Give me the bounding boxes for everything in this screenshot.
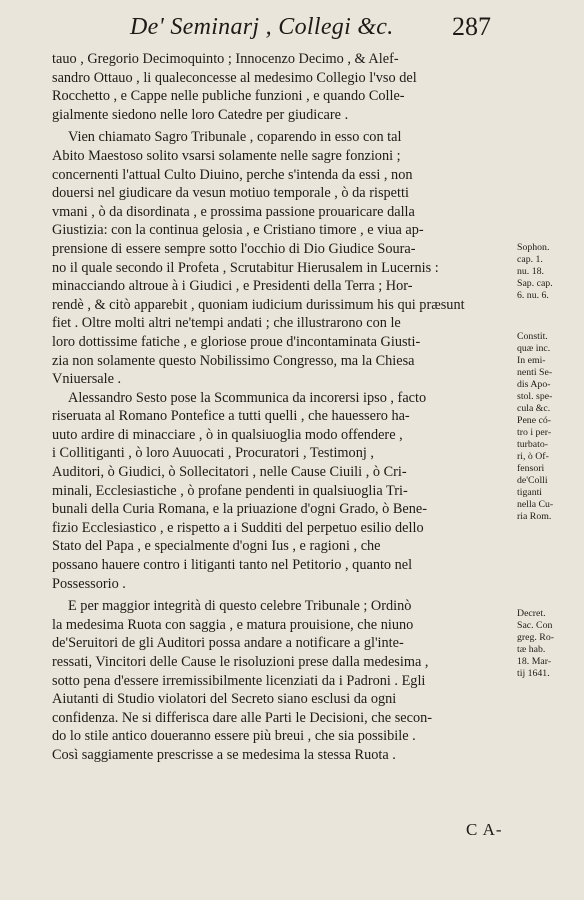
text-line: Alessandro Sesto pose la Scommunica da incorersi ipso , facto: [68, 389, 427, 406]
margin-note-line: turbato-: [517, 439, 549, 450]
text-line: i Collitiganti , ò loro Auuocati , Procuratori , Testimonj ,: [52, 445, 374, 462]
text-line: vmani , ò da disordinata , e prossima passione prouaricare dalla: [52, 203, 415, 220]
text-line: no il quale secondo il Profeta , Scrutabitur Hierusalem in Lucernis :: [52, 259, 439, 276]
margin-note-line: stol. spe-: [517, 391, 553, 402]
margin-note-line: Sophon.: [517, 242, 550, 253]
text-line: de'Seruitori de gli Auditori possa andare a notificare a gl'inte-: [52, 635, 404, 652]
margin-note-line: nu. 18.: [517, 266, 544, 277]
margin-note-line: nenti Se-: [517, 367, 553, 378]
text-line: zia non solamente questo Nobilissimo Congresso, ma la Chiesa: [52, 352, 415, 369]
paragraph: [52, 389, 522, 594]
text-line: sotto pena d'essere irremissibilmente licenziati da i Padroni . Egli: [52, 672, 426, 689]
text-line: fiet . Oltre molti altri ne'tempi andati ; che illustrarono con le: [52, 315, 401, 332]
text-line: douersi nel giudicare da vesun motiuo temporale , ò da rispetti: [52, 185, 409, 202]
main-text: [52, 50, 522, 765]
margin-note-line: cap. 1.: [517, 254, 543, 265]
text-line: fizio Ecclesiastico , e rispetto a i Sudditi del perpetuo esilio dello: [52, 519, 424, 536]
margin-note-line: tij 1641.: [517, 668, 550, 679]
text-line: concernenti l'attual Culto Diuino, perche s'intenda da essi , non: [52, 166, 413, 183]
margin-note-line: de'Colli: [517, 475, 548, 486]
text-line: minacciando altroue à i Giudici , e Presidenti della Terra ; Hor-: [52, 278, 413, 295]
margin-note-line: cula &c.: [517, 403, 551, 414]
margin-note-line: quæ inc.: [517, 343, 551, 354]
margin-note: [517, 608, 579, 680]
margin-note: [517, 242, 579, 302]
text-line: prensione di essere sempre sotto l'occhio di Dio Giudice Soura-: [52, 240, 416, 257]
margin-note-line: tro i per-: [517, 427, 552, 438]
margin-note-line: tæ hab.: [517, 644, 546, 655]
text-line: rendè , & citò apparebit , quoniam iudicium durissimum his qui præsunt: [52, 296, 465, 313]
text-line: tauo , Gregorio Decimoquinto ; Innocenzo Decimo , & Alef-: [52, 51, 399, 67]
margin-note-line: ria Rom.: [517, 511, 552, 522]
margin-note-line: In emi-: [517, 355, 546, 366]
text-line: confidenza. Ne si differisca dare alle Parti le Decisioni, che secon-: [52, 709, 433, 726]
margin-note-line: ri, ò Of-: [517, 451, 549, 462]
text-line: Aiutanti di Studio violatori del Secreto siano esclusi da ogni: [52, 691, 397, 708]
margin-note-line: 6. nu. 6.: [517, 290, 549, 301]
text-line: Stato del Papa , e specialmente d'ogni Ius , e ragioni , che: [52, 538, 381, 555]
text-line: uuto ardire di minacciare , ò in qualsiuoglia modo offendere ,: [52, 426, 403, 443]
page-header: [0, 14, 584, 50]
text-line: E per maggior integrità di questo celebre Tribunale ; Ordinò: [68, 598, 412, 615]
text-line: Abito Maestoso solito vsarsi solamente nelle sagre fonzioni ;: [52, 147, 401, 164]
text-line: Così saggiamente prescrisse a se medesima la stessa Ruota .: [52, 746, 396, 763]
text-line: do lo stile antico doueranno essere più breui , che sia possibile .: [52, 728, 416, 745]
text-line: Vien chiamato Sagro Tribunale , coparendo in esso con tal: [68, 129, 402, 146]
running-title: De' Seminarj , Collegi &c.: [130, 14, 394, 40]
margin-note-line: fensori: [517, 463, 545, 474]
text-line: Rocchetto , e Cappe nelle publiche funzioni , e quando Colle-: [52, 88, 405, 105]
margin-note-line: Sap. cap.: [517, 278, 553, 289]
text-line: Auditori, ò Giudici, ò Sollecitatori , nelle Cause Ciuili , ò Cri-: [52, 464, 407, 481]
text-line: possano hauere contro i litiganti tanto nel Petitorio , quanto nel: [52, 557, 413, 574]
paragraph: [52, 128, 522, 388]
margin-note-line: tiganti: [517, 487, 543, 498]
catchword: C A-: [466, 820, 503, 839]
text-line: bunali della Curia Romana, e la priuazione d'ogni Grado, ò Bene-: [52, 501, 427, 518]
text-line: minali, Ecclesiastiche , ò profane pendenti in qualsiuoglia Tri-: [52, 482, 408, 499]
text-line: loro dottissime fatiche , e gloriose proue d'incontaminata Giusti-: [52, 333, 421, 350]
margin-note-line: Sac. Con: [517, 620, 553, 631]
margin-note-line: Pene có-: [517, 415, 552, 426]
margin-note-line: greg. Ro-: [517, 632, 555, 643]
margin-note: [517, 331, 579, 523]
margin-note-line: dis Apo-: [517, 379, 551, 390]
text-line: riseruata al Romano Pontefice a tutti quelli , che hauessero ha-: [52, 408, 410, 425]
text-line: sandro Ottauo , li qualeconcesse al medesimo Collegio l'vso del: [52, 69, 417, 86]
text-line: Vniuersale .: [52, 371, 122, 388]
margin-note-line: Decret.: [517, 608, 546, 619]
paragraph: [52, 597, 522, 764]
text-line: gialmente siedono nelle loro Catedre per giudicare .: [52, 106, 349, 123]
page-number: 287: [452, 12, 491, 41]
text-line: ressati, Vincitori delle Cause le risoluzioni prese dalla medesima ,: [52, 654, 429, 670]
text-line: Giustizia: con la continua gelosia , e Cristiano timore , e viua ap-: [52, 222, 424, 239]
margin-note-line: Constit.: [517, 331, 548, 342]
paragraph: [52, 50, 522, 124]
margin-note-line: 18. Mar-: [517, 656, 552, 667]
text-line: la medesima Ruota con saggia , e matura prouisione, che niuno: [52, 616, 414, 633]
margin-note-line: nella Cu-: [517, 499, 554, 510]
text-line: Possessorio .: [52, 575, 126, 592]
